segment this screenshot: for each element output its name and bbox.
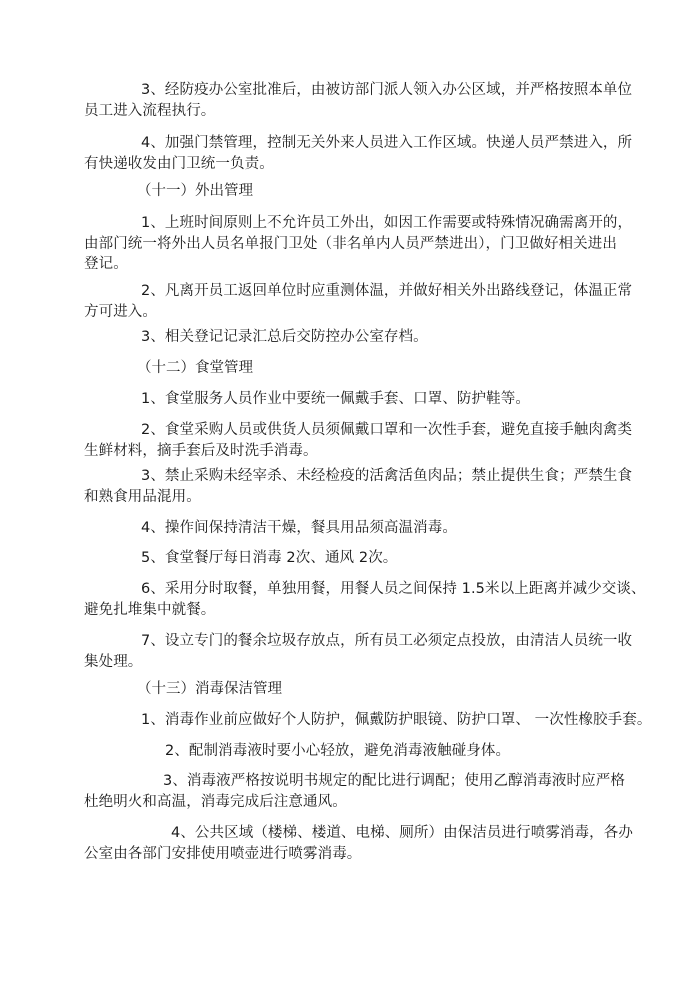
paragraph-line: 4、加强门禁管理，控制无关外来人员进入工作区域。快递人员严禁进入，所 <box>141 135 633 151</box>
section-heading: （十一）外出管理 <box>137 183 253 199</box>
paragraph-line: 2、凡离开员工返回单位时应重测体温，并做好相关外出路线登记，体温正常 <box>141 283 633 299</box>
section-heading: （十二）食堂管理 <box>137 360 253 376</box>
section-heading: （十三）消毒保洁管理 <box>137 681 282 697</box>
paragraph-line: 3、禁止采购未经宰杀、未经检疫的活禽活鱼肉品；禁止提供生食；严禁生食 <box>141 468 633 484</box>
paragraph-line: 1、消毒作业前应做好个人防护，佩戴防护眼镜、防护口罩、 一次性橡胶手套。 <box>141 712 652 728</box>
paragraph-line: 2、配制消毒液时要小心轻放，避免消毒液触碰身体。 <box>165 743 511 759</box>
paragraph-line: 有快递收发由门卫统一负责。 <box>84 156 274 172</box>
paragraph-line: 3、相关登记记录汇总后交防控办公室存档。 <box>141 329 428 345</box>
paragraph-line: 杜绝明火和高温，消毒完成后注意通风。 <box>84 794 347 810</box>
paragraph-line: 集处理。 <box>84 654 143 670</box>
paragraph-line: 和熟食用品混用。 <box>84 489 201 505</box>
paragraph-line: 5、食堂餐厅每日消毒 2次、通风 2次。 <box>141 550 398 566</box>
paragraph-line: 1、上班时间原则上不允许员工外出，如因工作需要或特殊情况确需离开的， <box>141 215 633 231</box>
paragraph-line: 员工进入流程执行。 <box>84 103 216 119</box>
paragraph-line: 生鲜材料，摘手套后及时洗手消毒。 <box>84 443 318 459</box>
paragraph-line: 2、食堂采购人员或供货人员须佩戴口罩和一次性手套，避免直接手触肉禽类 <box>141 422 633 438</box>
paragraph-line: 公室由各部门安排使用喷壶进行喷雾消毒。 <box>84 846 362 862</box>
paragraph-line: 6、采用分时取餐，单独用餐，用餐人员之间保持 1.5米以上距离并减少交谈、 <box>141 581 646 597</box>
paragraph-line: 登记。 <box>84 256 128 272</box>
paragraph-line: 7、设立专门的餐余垃圾存放点，所有员工必须定点投放，由清洁人员统一收 <box>141 633 633 649</box>
paragraph-line: 由部门统一将外出人员名单报门卫处（非名单内人员严禁进出），门卫做好相关进出 <box>84 236 617 252</box>
paragraph-line: 4、操作间保持清洁干燥，餐具用品须高温消毒。 <box>141 520 457 536</box>
paragraph-line: 4、公共区域（楼梯、楼道、电梯、厕所）由保洁员进行喷雾消毒，各办 <box>171 825 633 841</box>
paragraph-line: 1、食堂服务人员作业中要统一佩戴手套、口罩、防护鞋等。 <box>141 391 530 407</box>
paragraph-line: 3、消毒液严格按说明书规定的配比进行调配；使用乙醇消毒液时应严格 <box>163 773 625 789</box>
paragraph-line: 避免扎堆集中就餐。 <box>84 602 216 618</box>
paragraph-line: 方可进入。 <box>84 304 157 320</box>
paragraph-line: 3、经防疫办公室批准后，由被访部门派人领入办公区域，并严格按照本单位 <box>141 82 633 98</box>
